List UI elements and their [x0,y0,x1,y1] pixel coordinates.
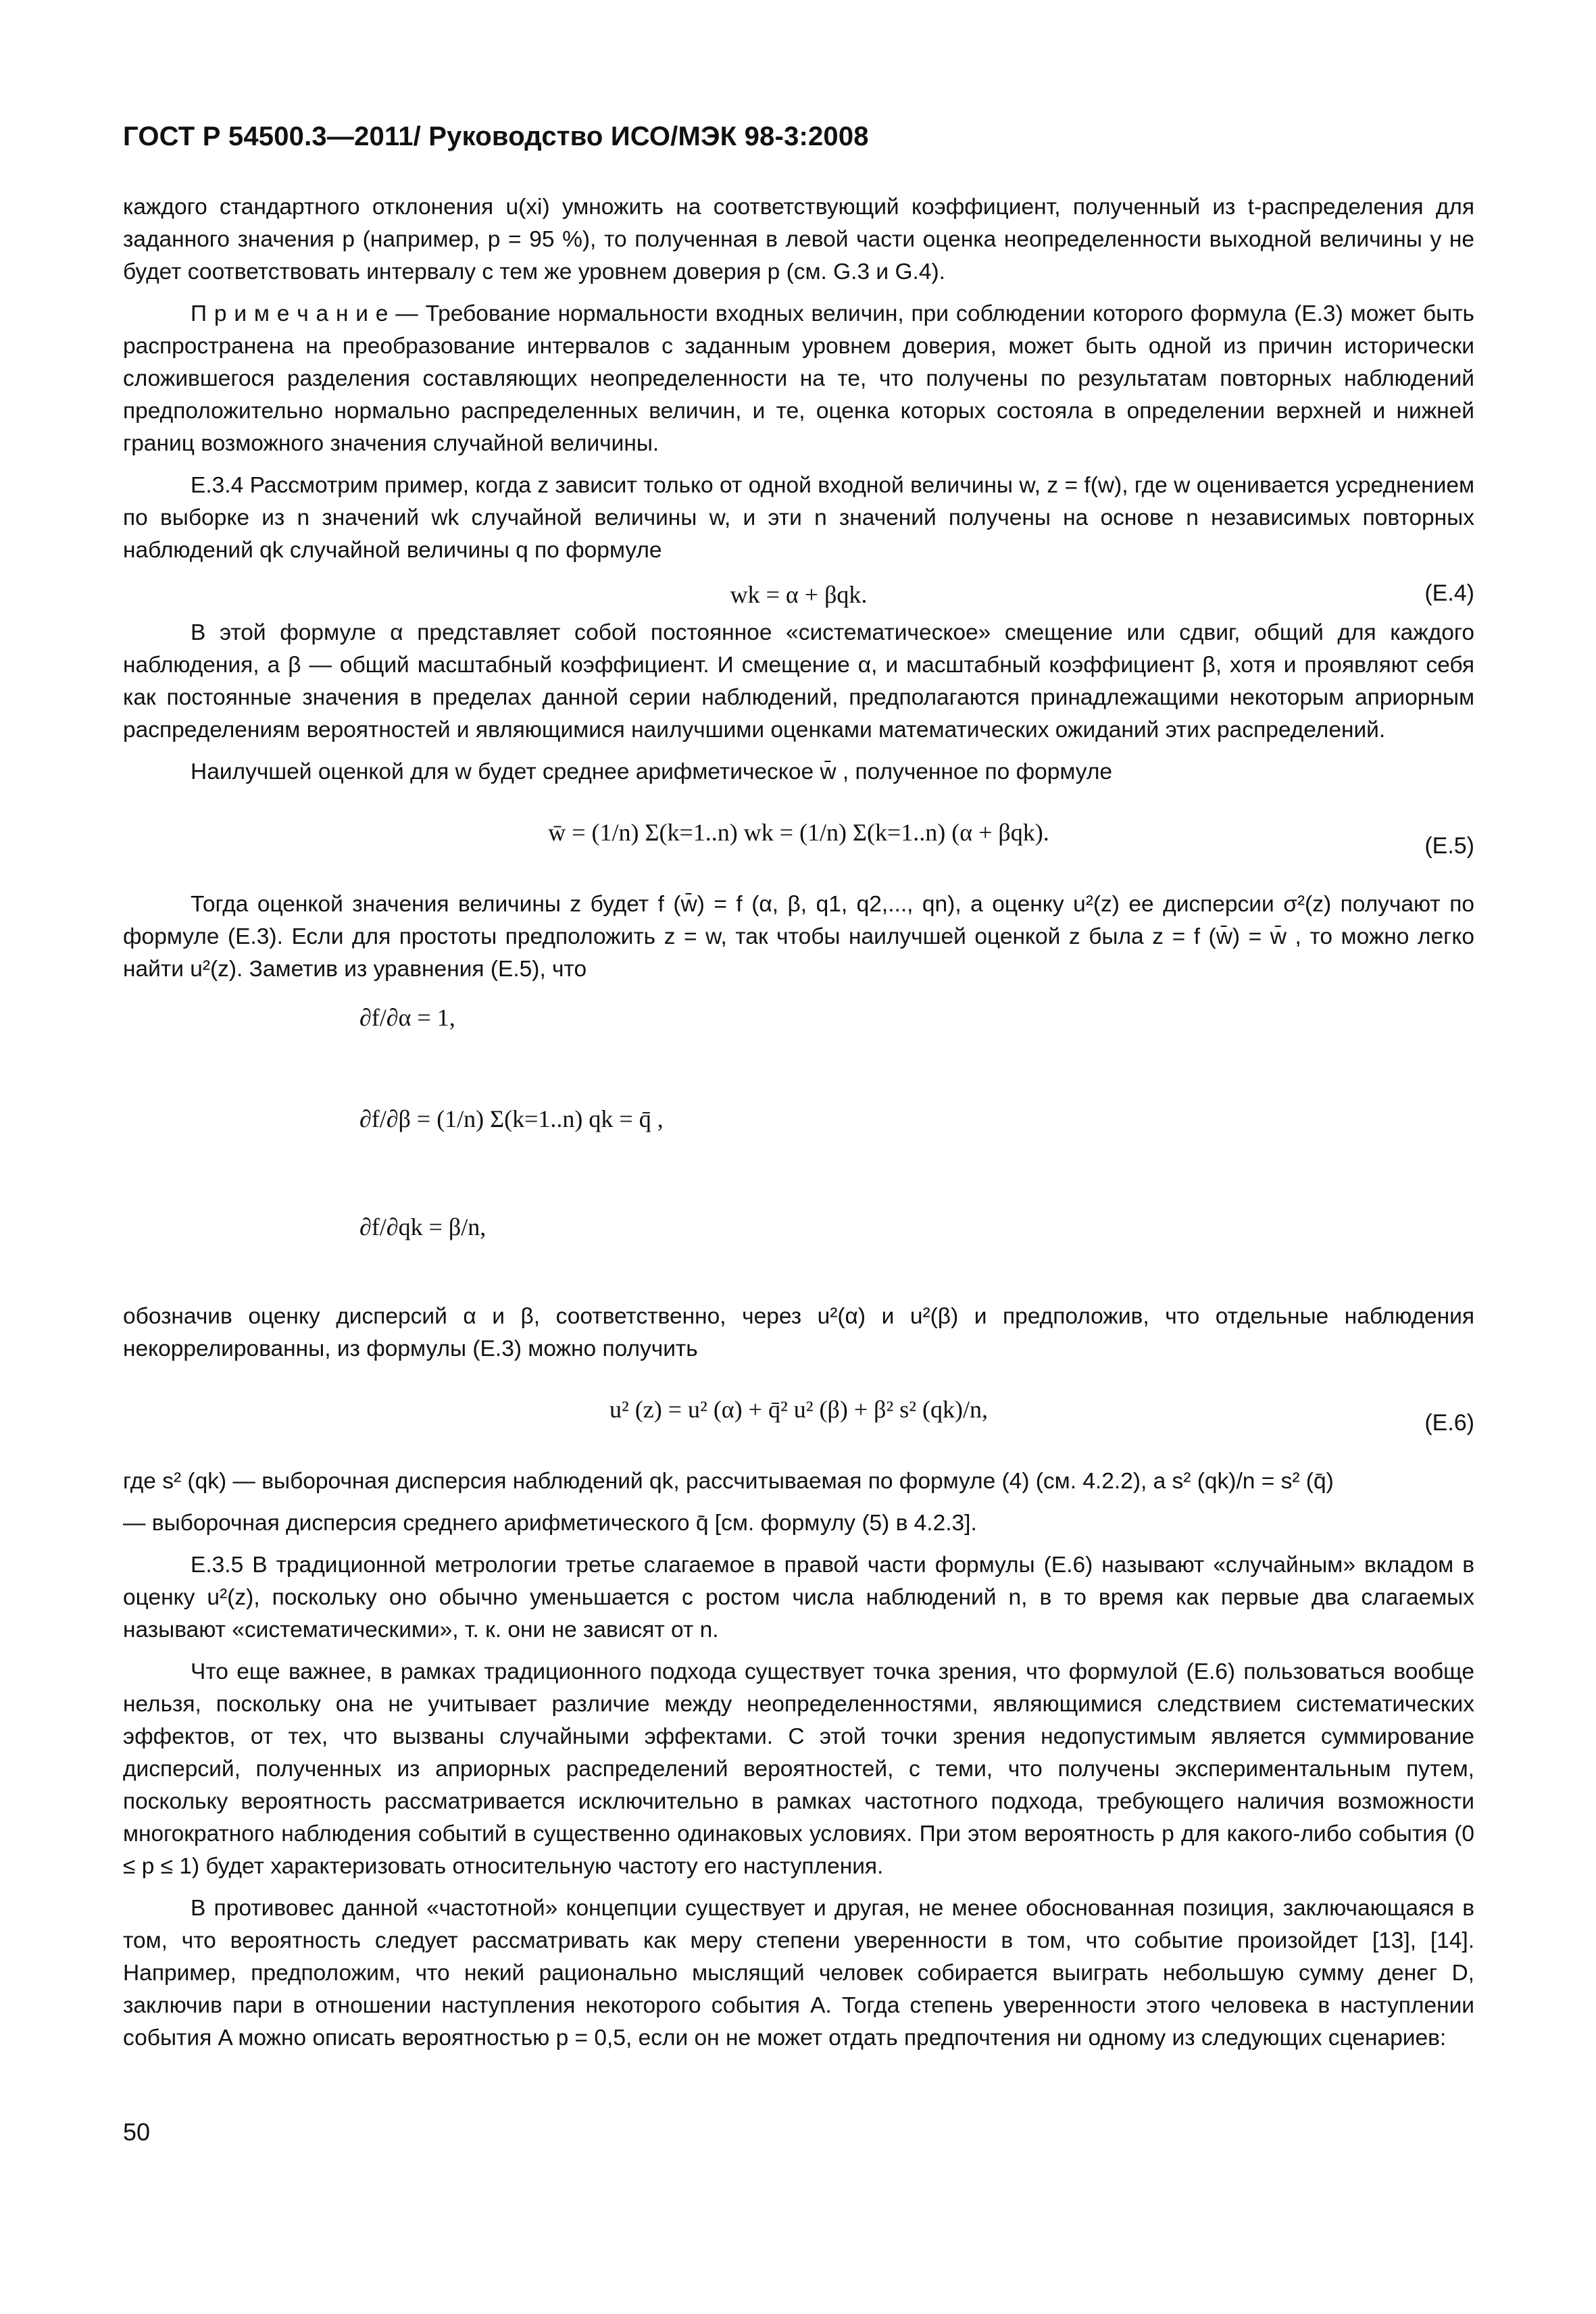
paragraph-sample-variance: где s² (qk) — выборочная дисперсия наблюдений qk, рассчитываемая по формуле (4) (см. 4.2.2), а s² (qk)/n = s² (q̄) [123,1469,1334,1494]
equation-e5-number: (E.5) [1424,833,1474,859]
paragraph-estimate-z: Тогда оценкой значения величины z будет f (w̄) = f (α, β, q1, q2,..., qn), а оценку u²(z) ее дисперсии σ²(z) получают по формуле (E.3). Если для простоты предположить z = w, так чтобы наилучшей оценкой z была z = f (w̄) = w̄ , то можно легко найти u²(z). Заметив из уравнения (E.5), что [123,892,1474,982]
equation-e4-formula: wk = α + βqk. [730,581,868,608]
equation-e6 [123,1375,1474,1456]
derivative-qk: ∂f/∂qk = β/n, [359,1213,487,1240]
document-page [123,122,1474,2064]
paragraph-sample-variance-mean: — выборочная дисперсия среднего арифметического q̄ [см. формулу (5) в 4.2.3]. [123,1511,977,1536]
equation-e4-number: (E.4) [1424,580,1474,606]
equation-e4 [123,576,1474,614]
derivative-beta: ∂f/∂β = (1/n) Σ(k=1..n) qk = q̄ , [359,1105,664,1132]
paragraph-alpha-beta: В этой формуле α представляет собой постоянное «систематическое» смещение или сдвиг, общий для каждого наблюдения, а β — общий масштабный коэффициент. И смещение α, и масштабный коэффициент β, хотя и проявляют себя как постоянные значения в пределах данной серии наблюдений, предполагаются принадлежащими некоторым априорным распределениям вероятностей и являющимися наилучшими оценками математических ожиданий этих распределений. [123,620,1474,743]
paragraph-degree-of-belief: В противовес данной «частотной» концепции существует и другая, не менее обоснованная позиция, заключающаяся в том, что вероятность следует рассматривать как меру степени уверенности в том, что событие произойдет [13], [14]. Например, предположим, что некий рационально мыслящий человек собирается выиграть небольшую сумму денег D, заключив пари в отношении наступления некоторого события A. Тогда степень уверенности этого человека в наступлении события A можно описать вероятностью p = 0,5, если он не может отдать предпочтения ни одному из следующих сценариев: [123,1896,1474,2051]
paragraph-1: каждого стандартного отклонения u(xi) умножить на соответствующий коэффициент, полученный из t-распределения для заданного значения p (например, p = 95 %), то полученная в левой части оценка неопределенности выходной величины y не будет соответствовать интервалу с тем же уровнем доверия p (см. G.3 и G.4). [123,195,1474,284]
paragraph-best-estimate: Наилучшей оценкой для w будет среднее арифметическое w̄ , полученное по формуле [191,759,1112,784]
derivative-alpha: ∂f/∂α = 1, [359,1004,455,1031]
paragraph-variances: обозначив оценку дисперсий α и β, соответственно, через u²(α) и u²(β) и предположив, что отдельные наблюдения некоррелированны, из формулы (E.3) можно получить [123,1304,1474,1361]
equation-e5-formula: w̄ = (1/n) Σ(k=1..n) wk = (1/n) Σ(k=1..n) (α + βqk). [548,819,1049,846]
document-header: ГОСТ Р 54500.3—2011/ Руководство ИСО/МЭК 98-3:2008 [123,122,869,151]
note-paragraph: П р и м е ч а н и е — Требование нормальности входных величин, при соблюдении которого формула (E.3) может быть распространена на преобразование интервалов с заданным уровнем доверия, может быть одной из причин исторически сложившегося разделения составляющих неопределенности на те, что получены по результатам повторных наблюдений предположительно нормально распределенных величин, и те, оценка которых состояла в определении верхней и нижней границ возможного значения случайной величины. [123,301,1474,456]
paragraph-traditional-view: Что еще важнее, в рамках традиционного подхода существует точка зрения, что формулой (E.6) пользоваться вообще нельзя, поскольку она не учитывает различие между неопределенностями, являющимися следствием систематических эффектов, от тех, что вызваны случайными эффектами. С этой точки зрения недопустимым является суммирование дисперсий, полученных из априорных распределений вероятностей, с теми, что получены экспериментальным путем, поскольку вероятность рассматривается исключительно в рамках частотного подхода, требующего наличия возможности многократного наблюдения событий в существенно одинаковых условиях. При этом вероятность p для какого-либо события (0 ≤ p ≤ 1) будет характеризовать относительную частоту его наступления. [123,1659,1474,1879]
equation-e6-number: (E.6) [1424,1410,1474,1436]
equation-e6-formula: u² (z) = u² (α) + q̄² u² (β) + β² s² (qk)/n, [609,1396,989,1423]
partial-derivatives [123,997,1474,1294]
section-e-3-4: E.3.4 Рассмотрим пример, когда z зависит только от одной входной величины w, z = f(w), где w оценивается усреднением по выборке из n значений wk случайной величины w, и эти n значений получены на основе n независимых повторных наблюдений qk случайной величины q по формуле [123,473,1474,563]
page-number: 50 [123,2118,151,2146]
section-e-3-5: E.3.5 В традиционной метрологии третье слагаемое в правой части формулы (E.6) называют «случайным» вкладом в оценку u²(z), поскольку оно обычно уменьшается с ростом числа наблюдений n, в то время как первые два слагаемых называют «систематическими», т. к. они не зависят от n. [123,1553,1474,1642]
equation-e5 [123,798,1474,879]
